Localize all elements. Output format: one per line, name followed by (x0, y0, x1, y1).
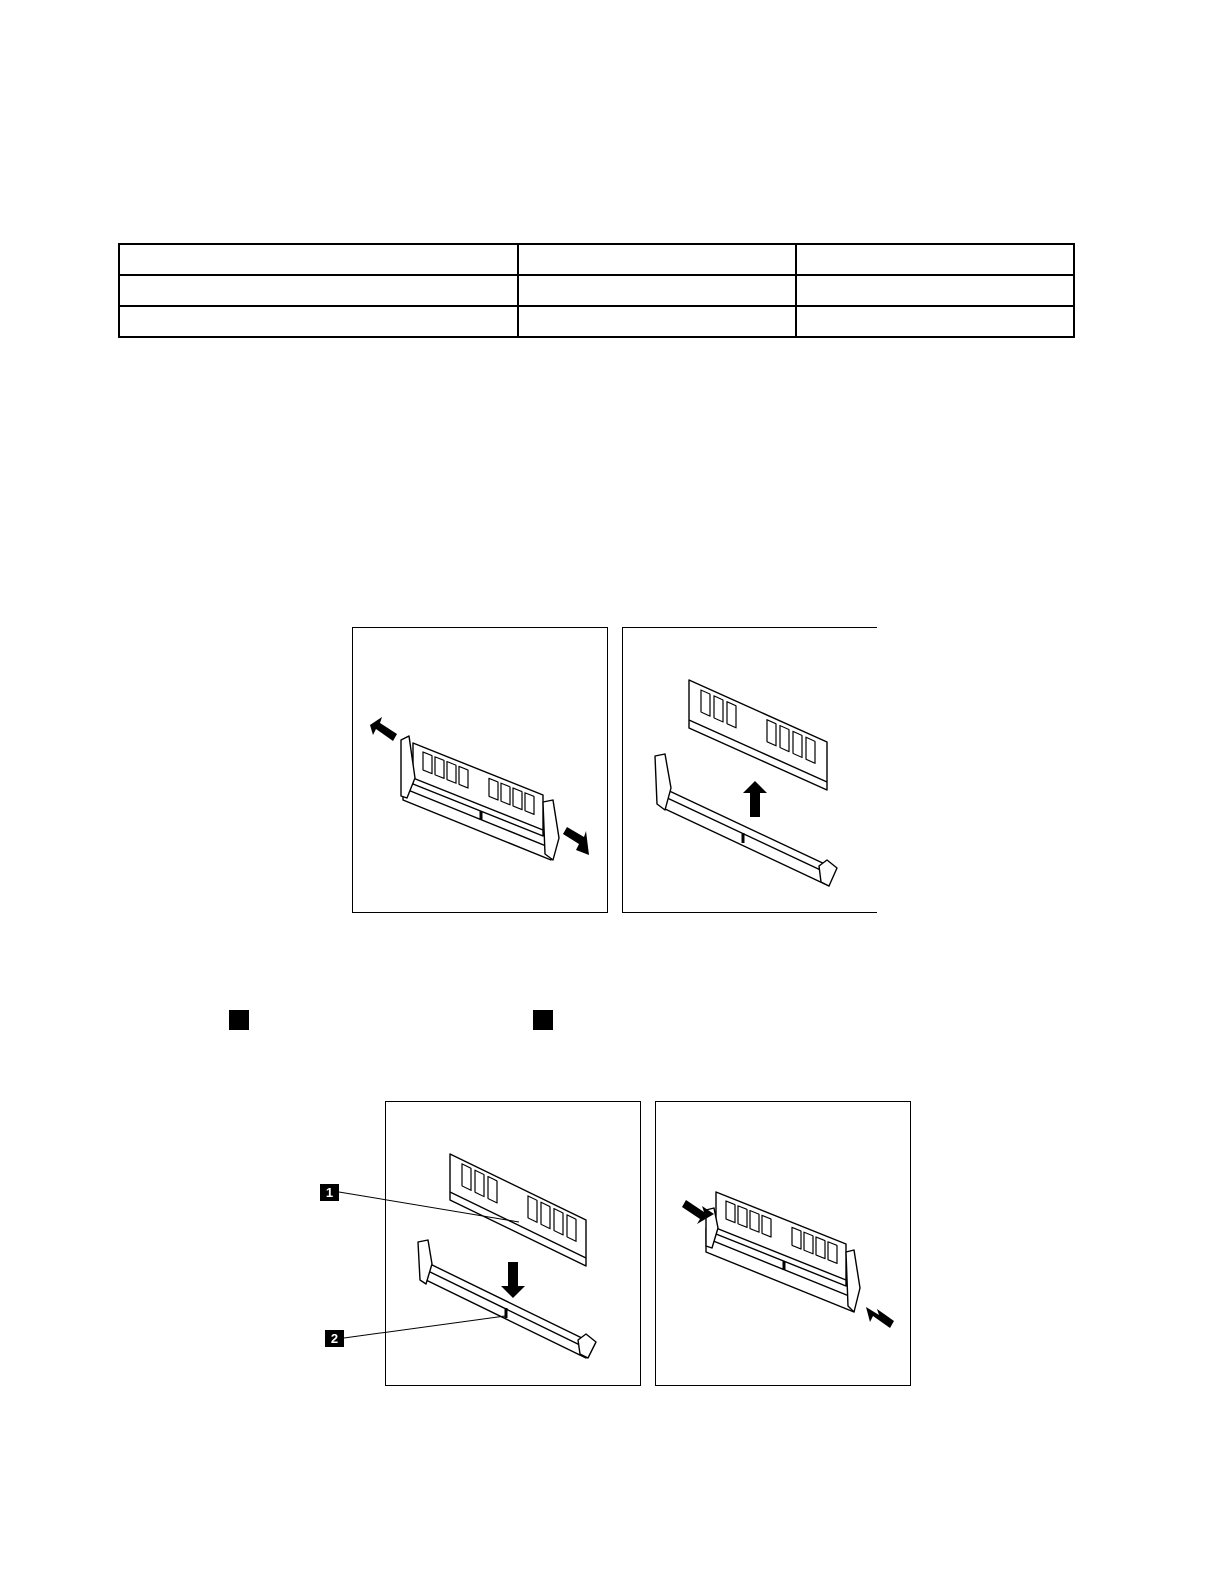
lift-module-illustration (623, 628, 877, 912)
table-cell (518, 244, 796, 275)
table-cell (119, 306, 518, 337)
table-cell (796, 244, 1074, 275)
table-row (119, 244, 1074, 275)
table-cell (796, 275, 1074, 306)
table-cell (518, 306, 796, 337)
table-cell (518, 275, 796, 306)
figure-release-clips (352, 627, 608, 913)
memory-spec-table (118, 243, 1075, 338)
callout-marker-1 (229, 1010, 249, 1030)
figure-align-notch (385, 1101, 641, 1386)
table-cell (119, 244, 518, 275)
table-cell (796, 306, 1074, 337)
table-row (119, 306, 1074, 337)
release-clips-illustration (353, 628, 607, 912)
figure-press-clips (655, 1101, 911, 1386)
table-row (119, 275, 1074, 306)
callout-marker-2 (533, 1010, 553, 1030)
align-notch-illustration (386, 1102, 640, 1385)
table-cell (119, 275, 518, 306)
callout-2-label: 2 (325, 1330, 344, 1347)
press-clips-illustration (656, 1102, 910, 1385)
callout-1-label: 1 (320, 1184, 339, 1201)
figure-lift-module (622, 627, 877, 913)
